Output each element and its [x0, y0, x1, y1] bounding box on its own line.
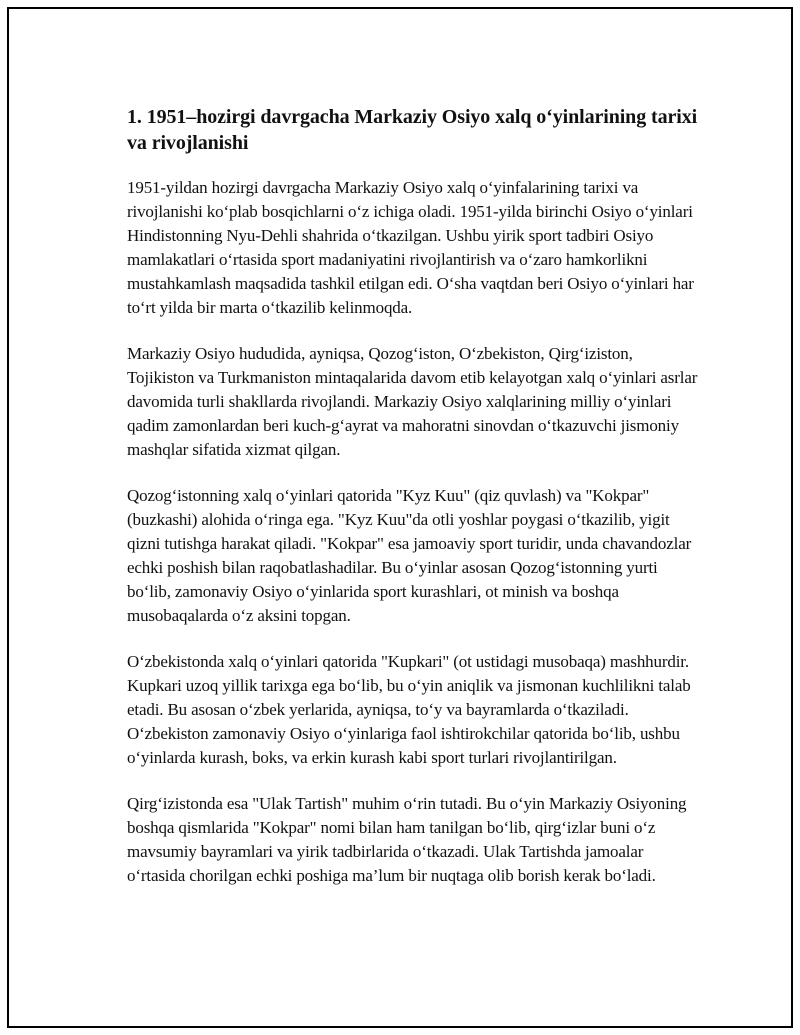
paragraph-markaziy-osiyo: Markaziy Osiyo hududida, ayniqsa, Qozog‘iston, O‘zbekiston, Qirg‘iziston, Tojikiston va Turkmaniston mintaqalarida davom etib kelayotgan xalq o‘yinlari asrlar davomida turli shakllarda rivojlandi. Markaziy Osiyo xalqlarining milliy o‘yinlari qadim zamonlardan beri kuch-g‘ayrat va mahoratni sinovdan o‘tkazuvchi jismoniy mashqlar sifatida xizmat qilgan. [127, 344, 698, 459]
section-title: 1. 1951–hozirgi davrgacha Markaziy Osiyo xalq o‘yinlarining tarixi va rivojlanishi [127, 106, 698, 154]
page-frame [7, 7, 793, 1028]
paragraph-osiyo-oyinlari: 1951-yildan hozirgi davrgacha Markaziy Osiyo xalq o‘yinfalarining tarixi va rivojlanishi ko‘plab bosqichlarni o‘z ichiga oladi. 1951-yilda birinchi Osiyo o‘yinlari Hindistonning Nyu-Dehli shahrida o‘tkazilgan. Ushbu yirik sport tadbiri Osiyo mamlakatlari o‘rtasida sport madaniyatini rivojlantirish va o‘zaro hamkorlikni mustahkamlash maqsadida tashkil etilgan edi. O‘sha vaqtdan beri Osiyo o‘yinlari har to‘rt yilda bir marta o‘tkazilib kelinmoqda. [127, 178, 694, 317]
paragraph-ozbekiston: O‘zbekistonda xalq o‘yinlari qatorida "Kupkari" (ot ustidagi musobaqa) mashhurdir. Kupkari uzoq yillik tarixga ega bo‘lib, bu o‘yin aniqlik va jismonan kuchlilikni talab etadi. Bu asosan o‘zbek yerlarida, ayniqsa, to‘y va bayramlarda o‘tkaziladi. O‘zbekiston zamonaviy Osiyo o‘yinlariga faol ishtirokchilar qatorida bo‘lib, ushbu o‘yinlarda kurash, boks, va erkin kurash kabi sport turlari rivojlantirilgan. [127, 652, 691, 767]
paragraph-qozogiston: Qozog‘istonning xalq o‘yinlari qatorida "Kyz Kuu" (qiz quvlash) va "Kokpar" (buzkashi) alohida o‘ringa ega. "Kyz Kuu"da otli yoshlar poygasi o‘tkazilib, yigit qizni tutishga harakat qiladi. "Kokpar" esa jamoaviy sport turidir, unda chavandozlar echki poshish bilan raqobatlashadilar. Bu o‘yinlar asosan Qozog‘istonning yurti bo‘lib, zamonaviy Osiyo o‘yinlarida sport kurashlari, ot minish va boshqa musobaqalarda o‘z aksini topgan. [127, 486, 692, 625]
paragraph-qirgiziston: Qirg‘izistonda esa "Ulak Tartish" muhim o‘rin tutadi. Bu o‘yin Markaziy Osiyoning boshqa qismlarida "Kokpar" nomi bilan ham tanilgan bo‘lib, qirg‘izlar buni o‘z mavsumiy bayramlari va yirik tadbirlarida o‘tkazadi. Ulak Tartishda jamoalar o‘rtasida chorilgan echki poshiga ma’lum bir nuqtaga olib borish kerak bo‘ladi. [127, 794, 687, 885]
document-body [127, 104, 699, 910]
